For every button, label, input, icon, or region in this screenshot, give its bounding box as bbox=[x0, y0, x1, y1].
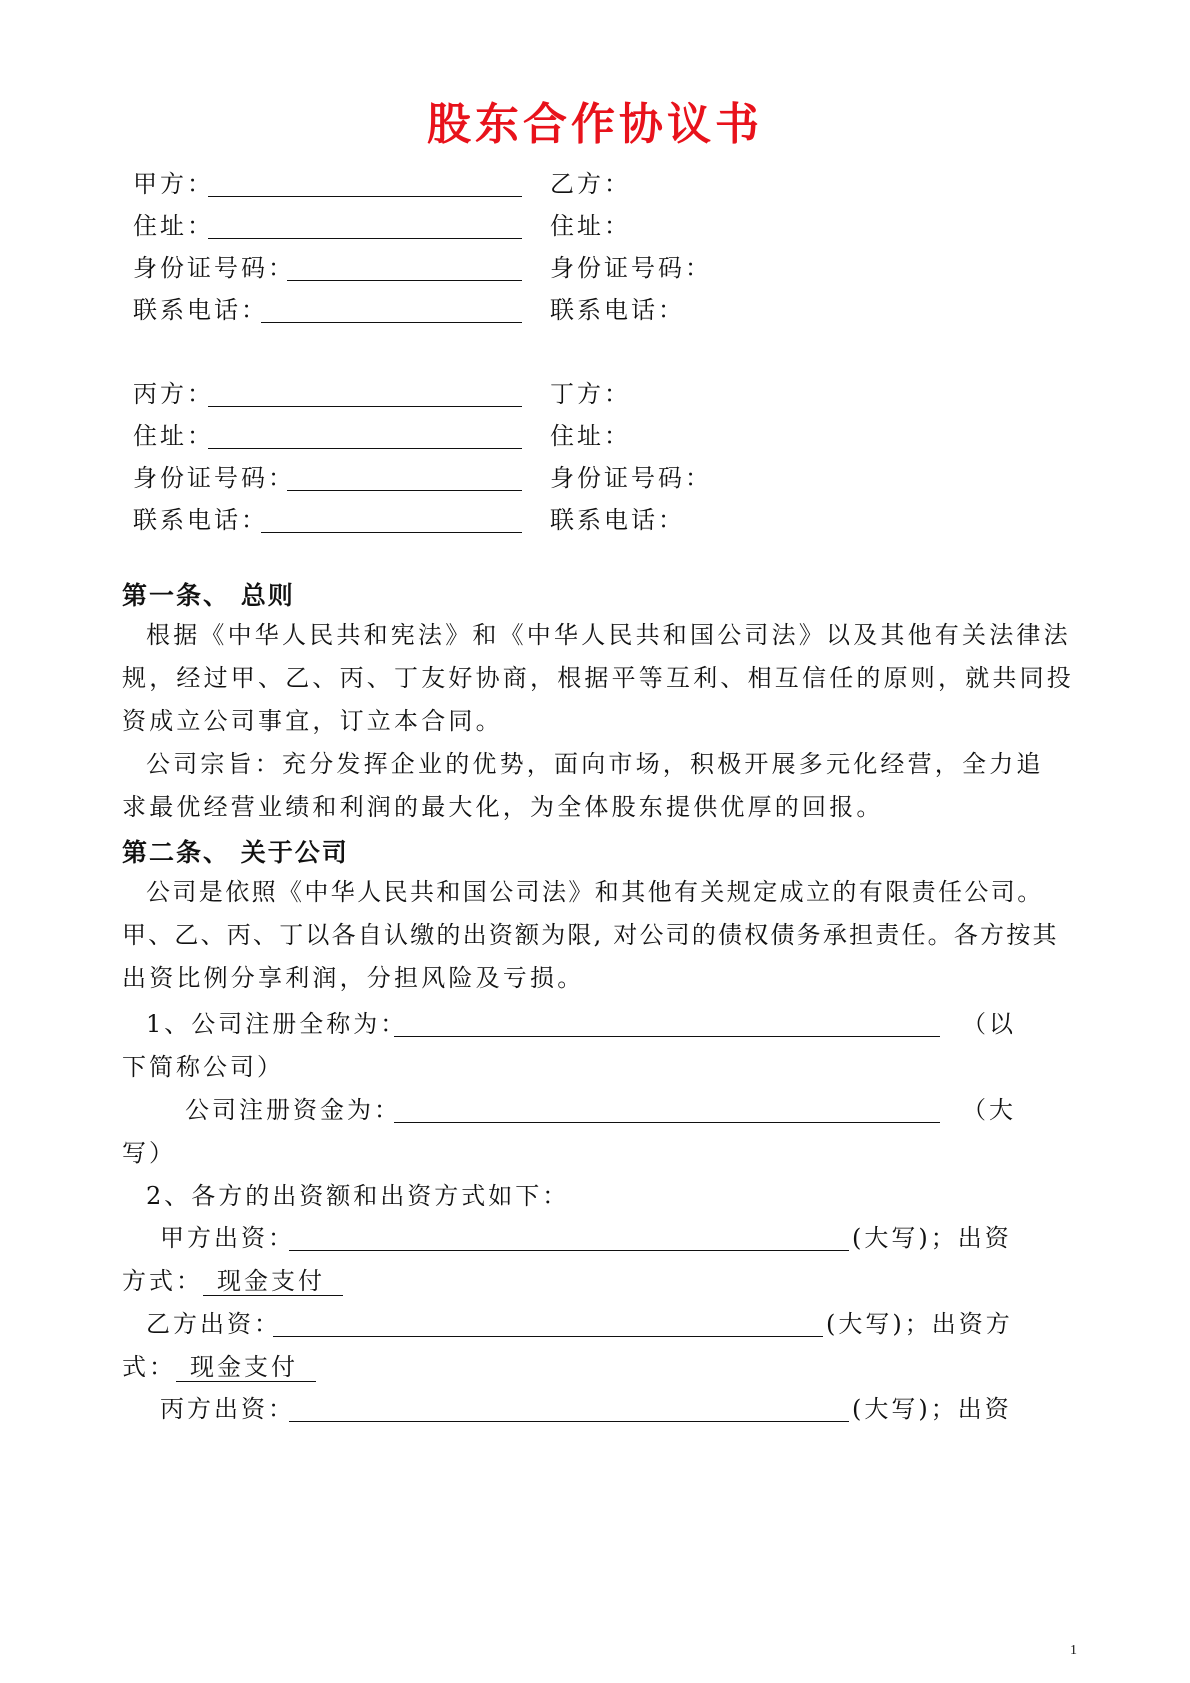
article-2-p1-line-1: 公司是依照《中华人民共和国公司法》和其他有关规定成立的有限责任公司。 bbox=[146, 878, 1044, 906]
party-a-id-label: 身份证号码： bbox=[133, 254, 295, 282]
party-b-label: 乙方： bbox=[550, 170, 631, 198]
party-a-method-label: 方式： bbox=[122, 1267, 203, 1295]
party-d-address-label: 住址： bbox=[550, 422, 631, 450]
party-c-contribution-suffix: (大写)；出资 bbox=[852, 1395, 1012, 1423]
party-d-label: 丁方： bbox=[550, 380, 631, 408]
party-c-contribution-label: 丙方出资： bbox=[160, 1395, 295, 1423]
party-c-phone-label: 联系电话： bbox=[133, 506, 268, 534]
registered-capital-suffix-cont: 写） bbox=[122, 1139, 176, 1167]
party-b-address-label: 住址： bbox=[550, 212, 631, 240]
party-b-method-value[interactable]: 现金支付 bbox=[176, 1353, 316, 1382]
party-a-id-field[interactable] bbox=[287, 280, 522, 281]
party-b-method-label: 式： bbox=[122, 1353, 176, 1381]
party-a-label: 甲方： bbox=[133, 170, 214, 198]
party-a-method-value[interactable]: 现金支付 bbox=[203, 1267, 343, 1296]
article-2-heading: 第二条、 关于公司 bbox=[122, 838, 349, 867]
party-a-contribution-field[interactable] bbox=[289, 1250, 849, 1251]
party-a-address-label: 住址： bbox=[133, 212, 214, 240]
party-a-contribution-label: 甲方出资： bbox=[160, 1224, 295, 1252]
company-name-label: 1、公司注册全称为： bbox=[146, 1010, 408, 1038]
party-a-phone-label: 联系电话： bbox=[133, 296, 268, 324]
registered-capital-field[interactable] bbox=[394, 1122, 940, 1123]
article-1-p1-line-3: 资成立公司事宜，订立本合同。 bbox=[122, 707, 503, 735]
party-b-contribution-label: 乙方出资： bbox=[146, 1310, 281, 1338]
article-2-p1-line-2: 甲、乙、丙、丁以各自认缴的出资额为限, 对公司的债权债务承担责任。各方按其 bbox=[122, 921, 1059, 949]
registered-capital-label: 公司注册资金为： bbox=[185, 1096, 401, 1124]
party-a-field[interactable] bbox=[208, 196, 522, 197]
article-2-p1-line-3: 出资比例分享利润，分担风险及亏损。 bbox=[122, 964, 585, 992]
party-b-phone-label: 联系电话： bbox=[550, 296, 685, 324]
article-1-p2-line-2: 求最优经营业绩和利润的最大化，为全体股东提供优厚的回报。 bbox=[122, 793, 884, 821]
article-1-p2-line-1: 公司宗旨：充分发挥企业的优势，面向市场，积极开展多元化经营，全力追 bbox=[146, 750, 1044, 778]
document-title: 股东合作协议书 bbox=[427, 99, 763, 150]
contribution-heading: 2、各方的出资额和出资方式如下： bbox=[146, 1182, 570, 1210]
party-c-id-field[interactable] bbox=[287, 490, 522, 491]
party-d-phone-label: 联系电话： bbox=[550, 506, 685, 534]
party-b-id-label: 身份证号码： bbox=[550, 254, 712, 282]
registered-capital-suffix: （大 bbox=[962, 1096, 1016, 1124]
party-b-contribution-field[interactable] bbox=[273, 1336, 823, 1337]
party-c-label: 丙方： bbox=[133, 380, 214, 408]
article-1-p1-line-1: 根据《中华人民共和宪法》和《中华人民共和国公司法》以及其他有关法律法 bbox=[146, 621, 1071, 649]
party-a-method-line bbox=[122, 1265, 343, 1297]
company-name-suffix-cont: 下简称公司） bbox=[122, 1053, 284, 1081]
party-c-address-field[interactable] bbox=[208, 448, 522, 449]
party-c-field[interactable] bbox=[208, 406, 522, 407]
party-b-method-line bbox=[122, 1351, 316, 1383]
party-a-phone-field[interactable] bbox=[261, 322, 522, 323]
company-name-field[interactable] bbox=[394, 1036, 940, 1037]
company-name-suffix: （以 bbox=[962, 1010, 1016, 1038]
article-1-heading: 第一条、 总则 bbox=[122, 581, 295, 610]
page-number: 1 bbox=[1070, 1643, 1077, 1658]
party-c-address-label: 住址： bbox=[133, 422, 214, 450]
party-a-address-field[interactable] bbox=[208, 238, 522, 239]
party-d-id-label: 身份证号码： bbox=[550, 464, 712, 492]
party-c-phone-field[interactable] bbox=[261, 532, 522, 533]
party-c-contribution-field[interactable] bbox=[289, 1421, 849, 1422]
party-c-id-label: 身份证号码： bbox=[133, 464, 295, 492]
party-a-contribution-suffix: (大写)；出资 bbox=[852, 1224, 1012, 1252]
party-b-contribution-suffix: (大写)；出资方 bbox=[826, 1310, 1013, 1338]
article-1-p1-line-2: 规，经过甲、乙、丙、丁友好协商，根据平等互利、相互信任的原则，就共同投 bbox=[122, 664, 1074, 692]
